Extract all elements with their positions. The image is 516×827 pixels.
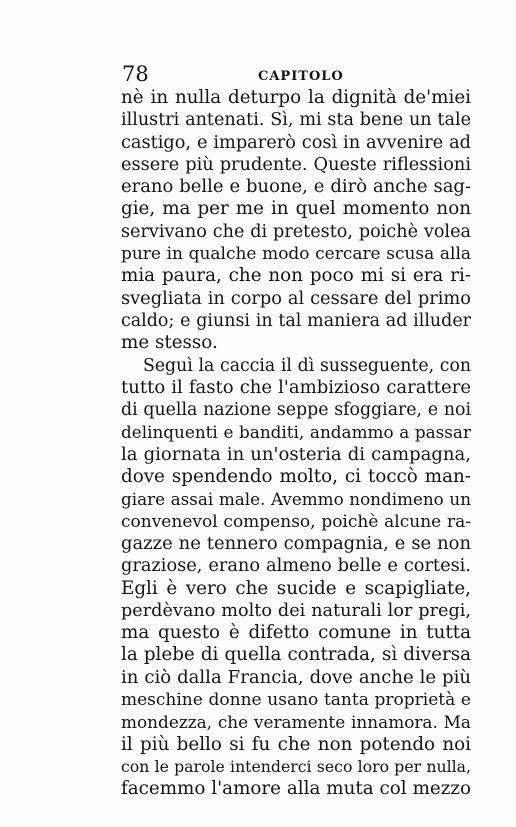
text-line: svegliata in corpo al cessare del primo: [121, 287, 471, 309]
text-line: di quella nazione seppe sfoggiare, e noi: [121, 400, 471, 421]
text-line: la giornata in un'osteria di campagna,: [121, 443, 471, 465]
text-line: ma questo è difetto comune in tutta: [121, 622, 471, 644]
text-line: pure in qualche modo cercare scusa alla: [121, 244, 471, 265]
body-text: [121, 87, 471, 801]
paragraph-1: [121, 87, 471, 355]
text-line: dove spendendo molto, ci toccò man-: [121, 466, 471, 488]
text-line: in ciò dalla Francia, dove anche le più: [121, 666, 471, 688]
text-line: graziose, erano almeno belle e cortesi.: [121, 556, 471, 577]
paragraph-2: [121, 355, 471, 801]
text-line: tutto il fasto che l'ambizioso carattere: [121, 376, 471, 398]
text-line: mia paura, che non poco mi si era ri-: [121, 265, 471, 287]
text-line: gazze ne tennero compagnia, e se non: [121, 532, 471, 554]
text-line: convenevol compenso, poichè alcune ra-: [121, 511, 471, 532]
page-header: [122, 62, 342, 86]
text-line: illustri antenati. Sì, mi sta bene un tale: [121, 110, 471, 131]
text-line: con le parole intenderci seco loro per nulla,: [121, 756, 471, 776]
text-line: erano belle e buone, e dirò anche sag-: [121, 176, 471, 198]
text-line: me stesso.: [121, 332, 218, 354]
text-line: essere più prudente. Queste riflessioni: [121, 154, 471, 175]
text-line: delinquenti e banditi, andammo a passar: [121, 422, 471, 443]
text-line: gie, ma per me in quel momento non: [121, 198, 471, 220]
running-head: CAPITOLO: [258, 69, 344, 84]
text-line: servivano che di pretesto, poichè volea: [121, 221, 471, 242]
text-line: meschine donne usano tanta proprietà e: [121, 690, 471, 711]
text-line: mondezza, che veramente innamora. Ma: [121, 712, 471, 733]
text-line: Seguì la caccia il dì susseguente, con: [143, 355, 471, 376]
text-line: facemmo l'amore alla muta col mezzo: [121, 778, 471, 800]
text-line: perdèvano molto dei naturali lor pregi,: [121, 600, 471, 621]
text-line: il più bello si fu che non potendo noi: [121, 733, 471, 755]
page-number: 78: [122, 62, 149, 86]
text-line: nè in nulla deturpo la dignità de'miei: [121, 87, 471, 108]
text-line: castigo, e imparerò così in avvenire ad: [121, 132, 471, 153]
text-line: la plebe di quella contrada, sì diversa: [121, 644, 471, 666]
text-line: Egli è vero che sucide e scapigliate,: [121, 577, 471, 599]
text-line: giare assai male. Avemmo nondimeno un: [121, 489, 471, 510]
text-line: caldo; e giunsi in tal maniera ad illuder: [121, 310, 471, 331]
